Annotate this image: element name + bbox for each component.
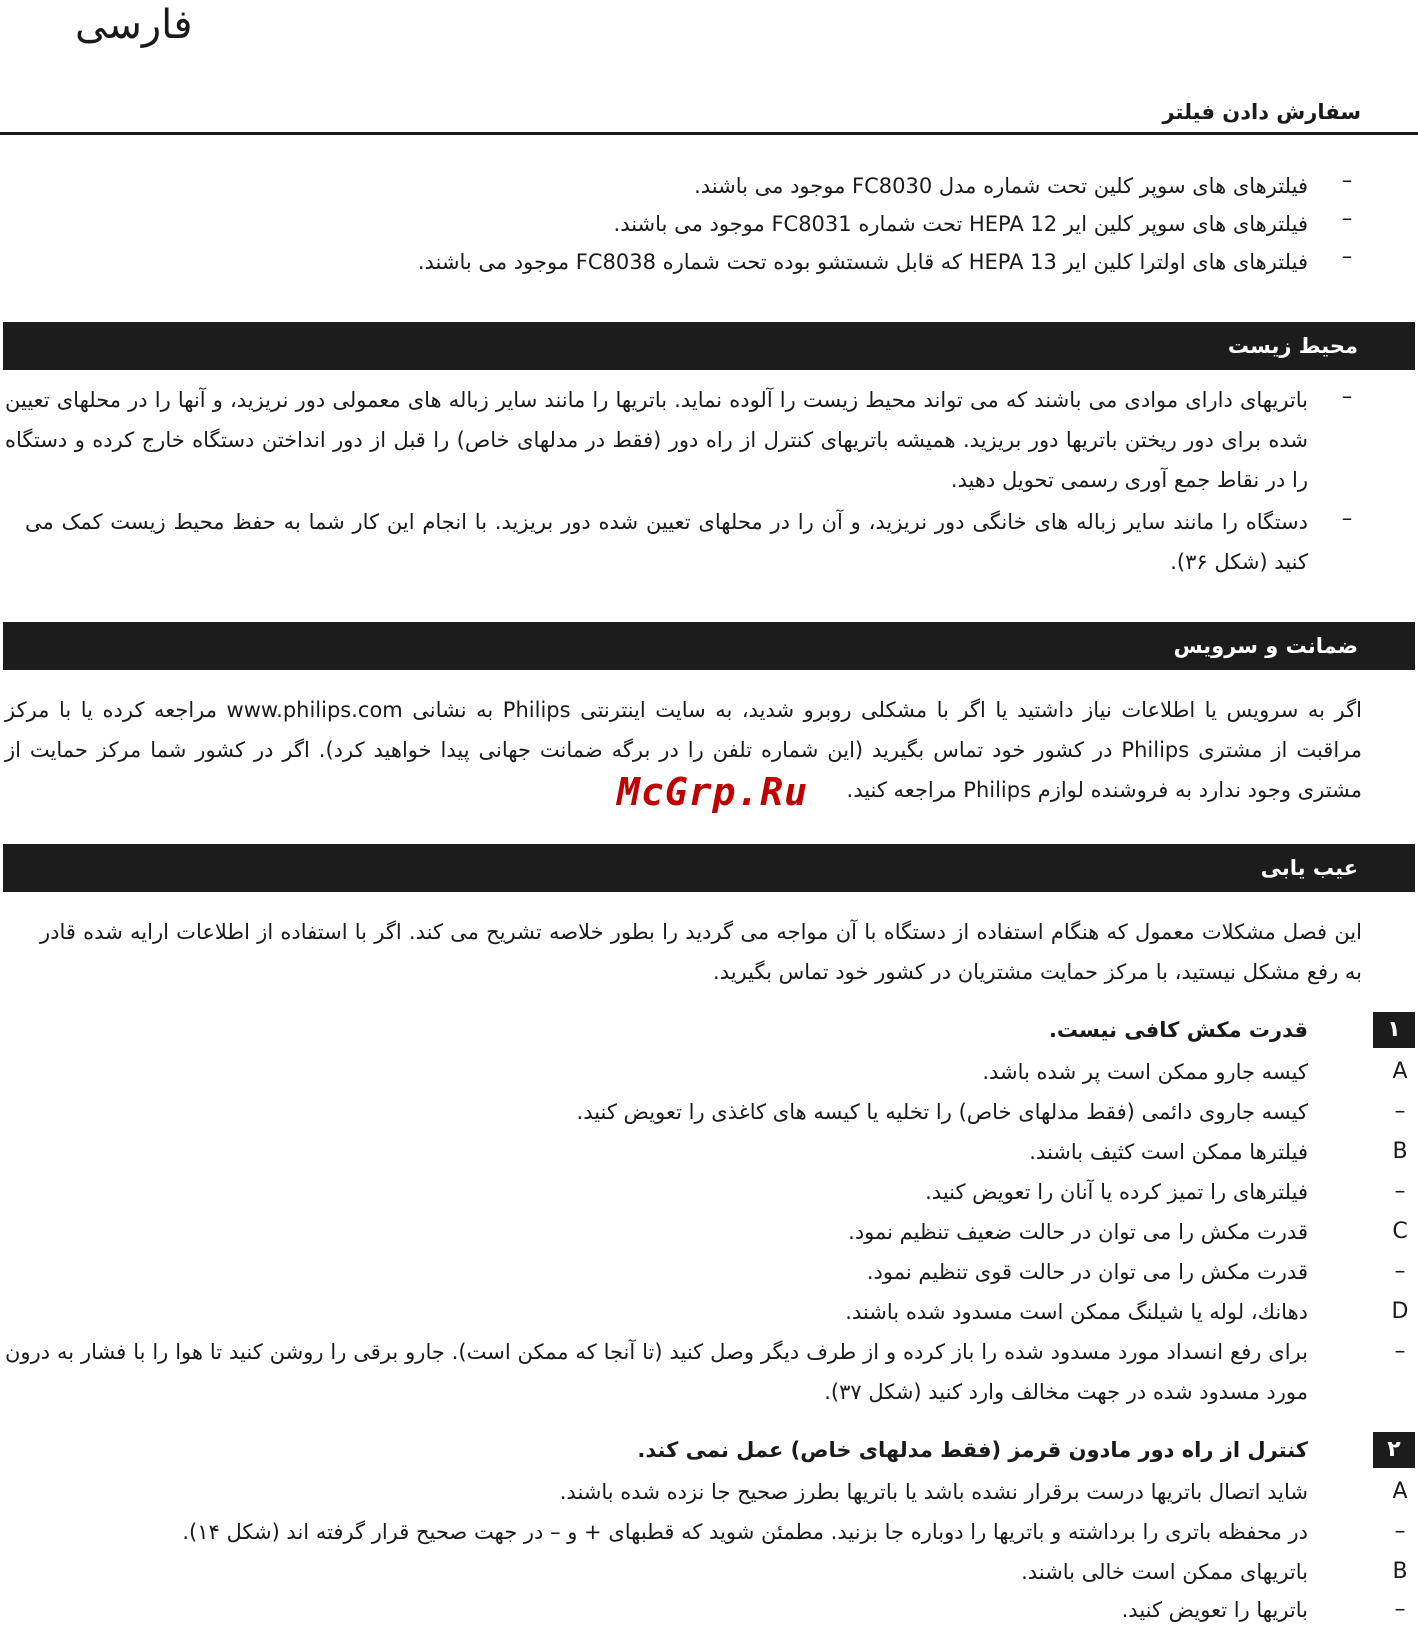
problem-number-badge: ۱ bbox=[1373, 1012, 1415, 1048]
problem-title: کنترل از راه دور مادون قرمز (فقط مدلهای خاص) عمل نمی کند. bbox=[637, 1438, 1308, 1462]
line-marker: B bbox=[1392, 1559, 1408, 1584]
problem-line: قدرت مکش را می توان در حالت ضعیف تنظیم نمود. bbox=[848, 1220, 1308, 1244]
line-marker: A bbox=[1392, 1059, 1408, 1084]
problem-line: باتریها را تعویض کنید. bbox=[1121, 1598, 1308, 1622]
bullet-dash: – bbox=[1341, 168, 1353, 192]
line-marker: – bbox=[1394, 1339, 1406, 1364]
line-marker: – bbox=[1394, 1597, 1406, 1622]
line-marker: B bbox=[1392, 1139, 1408, 1164]
line-marker: – bbox=[1394, 1099, 1406, 1124]
filter-item: فیلترهای های سوپر کلین تحت شماره مدل FC8030 موجود می باشند. bbox=[694, 174, 1308, 198]
line-marker: – bbox=[1394, 1179, 1406, 1204]
section-band-environment: محیط زیست bbox=[3, 322, 1415, 370]
line-marker: – bbox=[1394, 1259, 1406, 1284]
bullet-dash: – bbox=[1341, 206, 1353, 230]
language-label: فارسی bbox=[75, 2, 193, 48]
problem-line: فیلترهای را تمیز کرده یا آنان را تعویض کنید. bbox=[925, 1180, 1308, 1204]
warranty-text: اگر به سرویس یا اطلاعات نیاز داشتید یا اگر با مشکلی روبرو شدید، به سایت اینترنتی Philips به نشانی www.philips.com مراجعه کرده یا با مرکز مراقبت از مشتری Philips در کشور خود تماس بگیرید (این شماره تلفن را در برگه ضمانت جهانی پیدا خواهید کرد). اگر در کشور شما مرکز حمایت از مشتری وجود ندارد به فروشنده لوازم Philips مراجعه کنید. bbox=[5, 698, 1362, 802]
bullet-dash: – bbox=[1341, 384, 1353, 408]
problem-line: دهانك، لوله یا شیلنگ ممکن است مسدود شده باشند. bbox=[845, 1300, 1308, 1324]
filter-item: فیلترهای های سوپر کلین ایر HEPA 12 تحت شماره FC8031 موجود می باشند. bbox=[613, 212, 1308, 236]
problem-line: کیسه جارو ممکن است پر شده باشد. bbox=[982, 1060, 1308, 1084]
line-marker: – bbox=[1394, 1519, 1406, 1544]
problem-line: برای رفع انسداد مورد مسدود شده را باز کرده و از طرف دیگر وصل کنید (تا آنجا که ممکن است). جارو برقی را روشن کنید تا هوا را با فشار به درون مورد مسدود شده در جهت مخالف وارد کنید (شکل ۳۷). bbox=[5, 1340, 1308, 1404]
problem-title: قدرت مکش کافی نیست. bbox=[1048, 1018, 1308, 1042]
problem-line: فیلترها ممکن است کثیف باشند. bbox=[1029, 1140, 1308, 1164]
problem-line: باتریهای ممکن است خالی باشند. bbox=[1021, 1560, 1308, 1584]
watermark: McGrp.Ru bbox=[617, 770, 809, 814]
section-band-warranty: ضمانت و سرویس bbox=[3, 622, 1415, 670]
problem-line: کیسه جاروی دائمی (فقط مدلهای خاص) را تخلیه یا کیسه های کاغذی را تعویض کنید. bbox=[576, 1100, 1308, 1124]
problem-line: شاید اتصال باتریها درست برقرار نشده باشد یا باتریها بطرز صحیح جا نزده شده باشند. bbox=[559, 1480, 1308, 1504]
troubleshooting-intro: این فصل مشکلات معمول که هنگام استفاده از دستگاه با آن مواجه می گردید را بطور خلاصه تشریح می کند. اگر با استفاده از اطلاعات ارایه شده قادر به رفع مشکل نیستید، با مرکز حمایت مشتریان در کشور خود تماس بگیرید. bbox=[40, 920, 1362, 984]
environment-item: دستگاه را مانند سایر زباله های خانگی دور نریزید، و آن را در محلهای تعیین شده دور بریزید. با انجام این کار شما به حفظ محیط زیست کمک می کنید (شکل ۳۶). bbox=[25, 510, 1308, 574]
bullet-dash: – bbox=[1341, 506, 1353, 530]
line-marker: D bbox=[1391, 1299, 1409, 1324]
problem-number-badge: ۲ bbox=[1373, 1432, 1415, 1468]
section-band-troubleshooting: عیب یابی bbox=[3, 844, 1415, 892]
section-title-filters: سفارش دادن فیلتر bbox=[1162, 100, 1361, 124]
filter-item: فیلترهای های اولترا کلین ایر HEPA 13 که قابل شستشو بوده تحت شماره FC8038 موجود می باشند. bbox=[417, 250, 1308, 274]
line-marker: A bbox=[1392, 1479, 1408, 1504]
line-marker: C bbox=[1392, 1219, 1408, 1244]
problem-line: در محفظه باتری را برداشته و باتریها را دوباره جا بزنید. مطمئن شوید که قطبهای + و – در جهت صحیح قرار گرفته اند (شکل ۱۴). bbox=[182, 1520, 1308, 1544]
environment-item: باتریهای دارای موادی می باشند که می تواند محیط زیست را آلوده نماید. باتریها را مانند سایر زباله های معمولی دور نریزید، و آنها را در محلهای تعیین شده برای دور ریختن باتریها دور بریزید. همیشه باتریهای کنترل از راه دور (فقط در مدلهای خاص) را قبل از دور انداختن دستگاه خارج کرده و دستگاه را در نقاط جمع آوری رسمی تحویل دهید. bbox=[5, 388, 1308, 492]
bullet-dash: – bbox=[1341, 244, 1353, 268]
problem-line: قدرت مکش را می توان در حالت قوی تنظیم نمود. bbox=[866, 1260, 1308, 1284]
section-divider bbox=[0, 132, 1418, 135]
